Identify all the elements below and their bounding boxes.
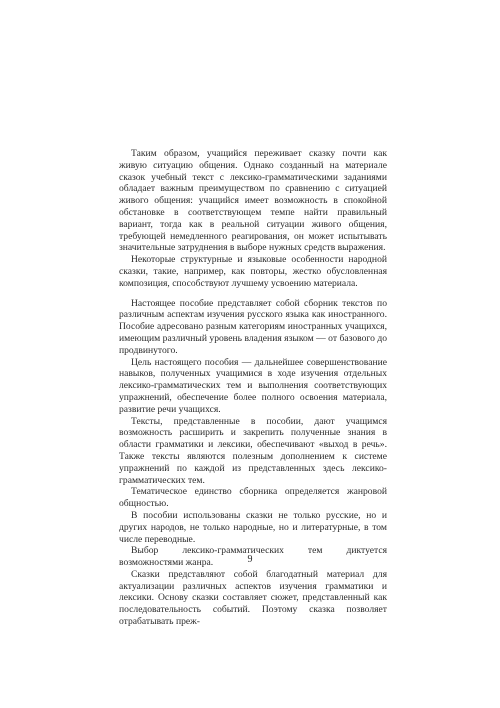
paragraph: Тексты, представленные в пособии, дают учащимся возможность расширить и закрепить полученные знания в области грамматики и лексики, обеспечивают «выход в речь». Также тексты являются полезным дополнением к системе упражнений по каждой из представленных здесь лексико-грамматических тем. — [119, 415, 387, 486]
page-number: 9 — [247, 554, 253, 565]
paragraph: Тематическое единство сборника определяется жанровой общностью. — [119, 486, 387, 510]
paragraph: Выбор лексико-грамматических тем диктуется возможностями жанра. — [119, 545, 387, 569]
paragraph: Некоторые структурные и языковые особенности народной сказки, такие, например, как повторы, жестко обусловленная композиция, способствуют лучшему усвоению материала. — [119, 254, 387, 289]
paragraph: Таким образом, учащийся переживает сказку почти как живую ситуацию общения. Однако созданный на материале сказок учебный текст с лексико-грамматическими заданиями обладает важным преимуществом по сравнению с ситуацией живого общения: учащийся имеет возможность в спокойной обстановке в соответствующем темпе найти правильный вариант, тогда как в реальной ситуации живого общения, требующей немедленного реагирования, он может испытывать значительные затруднения в выборе нужных средств выражения. — [119, 148, 387, 254]
paragraph: Цель настоящего пособия — дальнейшее совершенствование навыков, полученных учащимися в ходе изучения отдельных лексико-грамматических тем и выполнения соответствующих упражнений, обеспечение более полного освоения материала, развитие речи учащихся. — [119, 356, 387, 415]
paragraph: В пособии использованы сказки не только русские, но и других народов, не только народные, но и литературные, в том числе переводные. — [119, 509, 387, 545]
section-intro — [119, 148, 387, 290]
section-spacer — [119, 290, 387, 298]
paragraph: Сказки представляют собой благодатный материал для актуализации различных аспектов изучения грамматики и лексики. Основу сказки составляет сюжет, представленный как последовательность событий. Поэтому сказка позволяет отрабатывать преж- — [119, 568, 387, 628]
paragraph: Настоящее пособие представляет собой сборник текстов по различным аспектам изучения русского языка как иностранного. Пособие адресовано разным категориям иностранных учащихся, имеющим различный уровень владения языком — от базового до продвинутого. — [119, 297, 387, 356]
section-purpose — [119, 298, 387, 628]
